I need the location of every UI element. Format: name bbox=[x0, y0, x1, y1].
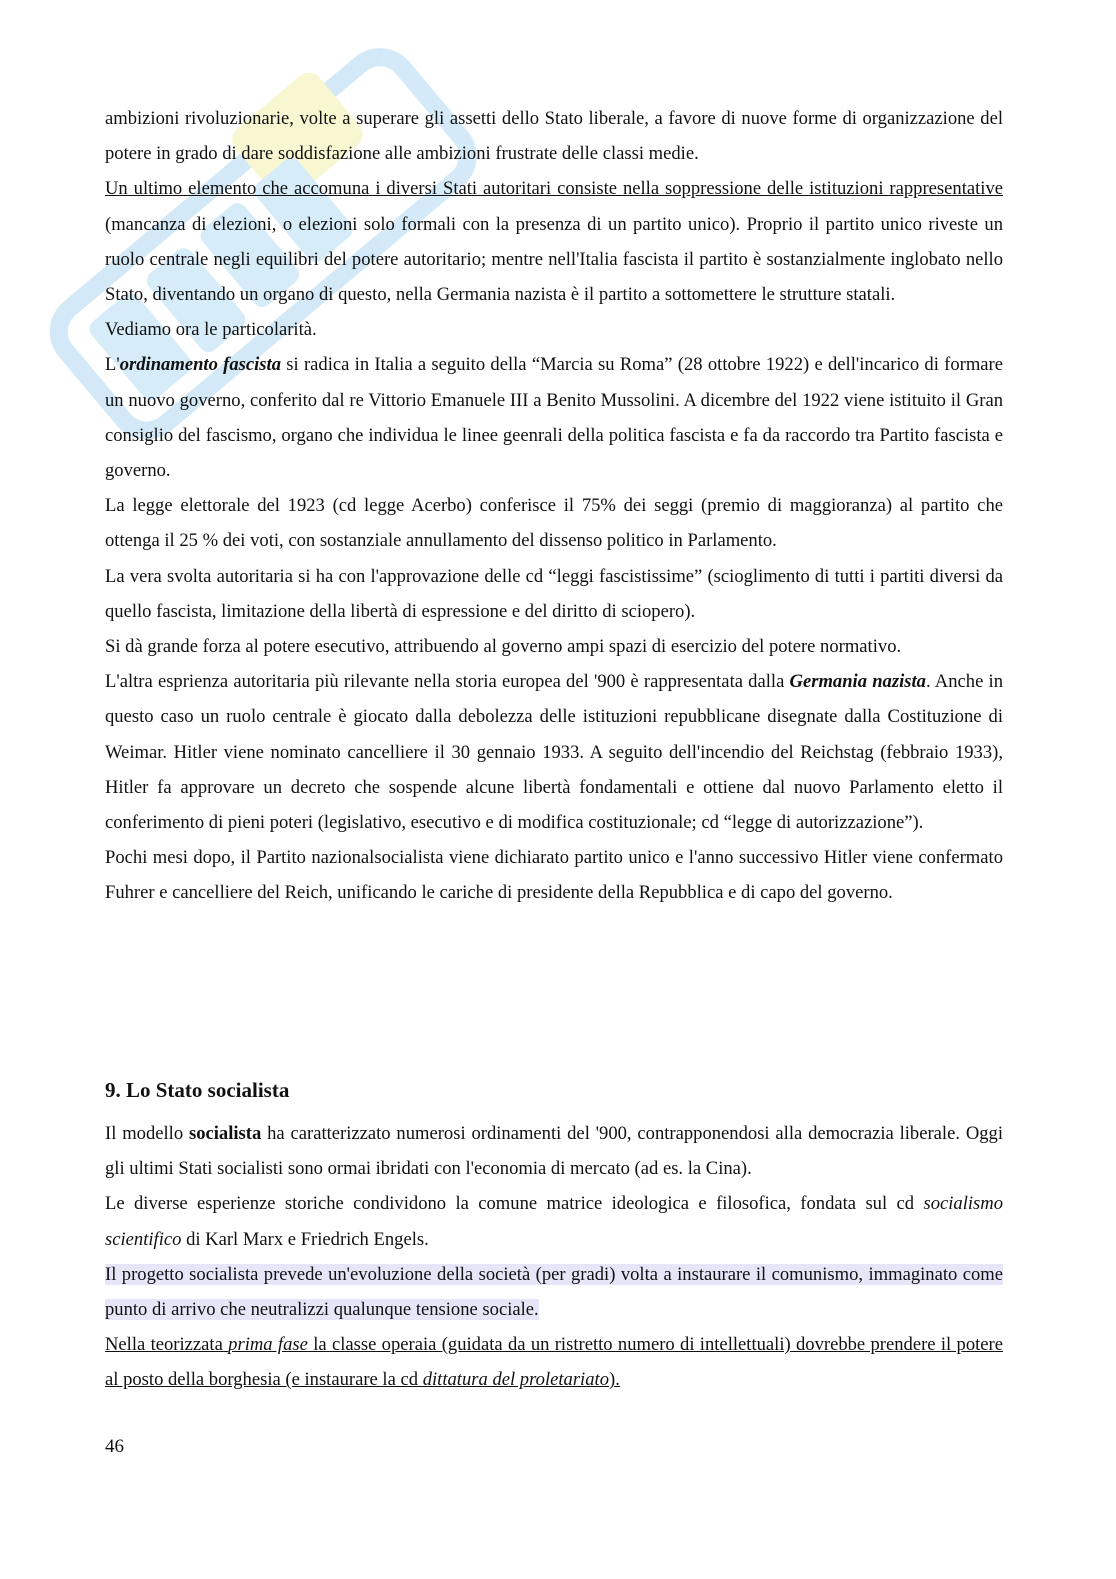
text-run: prima fase bbox=[228, 1334, 308, 1356]
section-socialista bbox=[105, 1116, 1003, 1398]
text-run: Un ultimo elemento che accomuna i diversi Stati autoritari consiste nella soppressione delle istituzioni rappresentative bbox=[105, 178, 1003, 200]
text-run: Il modello bbox=[105, 1123, 189, 1144]
paragraph bbox=[105, 1257, 1003, 1327]
section-autoritari bbox=[105, 101, 1003, 911]
text-run: socialismo scientifico bbox=[105, 1193, 1003, 1250]
text-run: ha caratterizzato numerosi ordinamenti del '900, contrapponendosi alla democrazia liberale. Oggi gli ultimi Stati socialisti sono ormai ibridati con l'economia di mercato (ad es. la Cina). bbox=[105, 1123, 1004, 1180]
paragraph bbox=[105, 1327, 1003, 1397]
paragraph bbox=[105, 171, 1003, 312]
paragraph bbox=[105, 1116, 1003, 1186]
text-run: Nella teorizzata bbox=[105, 1334, 229, 1356]
paragraph bbox=[105, 347, 1003, 488]
text-run: Germania nazista bbox=[789, 671, 926, 693]
paragraph bbox=[105, 840, 1003, 910]
text-run: Si dà grande forza al potere esecutivo, attribuendo al governo ampi spazi di esercizio del potere normativo. bbox=[105, 636, 902, 658]
paragraph bbox=[105, 101, 1003, 171]
paragraph bbox=[105, 1186, 1003, 1256]
text-run: La legge elettorale del 1923 (cd legge Acerbo) conferisce il 75% dei seggi (premio di maggioranza) al partito che ottenga il 25 % dei voti, con sostanziale annullamento del dissenso politico in Parlamento. bbox=[105, 495, 1003, 552]
text-run: dittatura del proletariato bbox=[422, 1369, 609, 1391]
paragraph bbox=[105, 559, 1003, 629]
text-run: Pochi mesi dopo, il Partito nazionalsocialista viene dichiarato partito unico e l'anno successivo Hitler viene confermato Fuhrer e cancelliere del Reich, unificando le cariche di presidente della Repubblica e di capo del governo. bbox=[105, 847, 1003, 904]
text-run: socialista bbox=[188, 1123, 262, 1144]
paragraph bbox=[105, 488, 1003, 558]
text-run: ). bbox=[609, 1369, 620, 1391]
text-run: L' bbox=[105, 354, 120, 376]
page-number: 46 bbox=[105, 1436, 124, 1457]
text-run: di Karl Marx e Friedrich Engels. bbox=[181, 1228, 429, 1250]
text-run: L'altra esprienza autoritaria più rilevante nella storia europea del '900 è rappresentata dalla bbox=[105, 671, 790, 693]
text-run: Il progetto socialista prevede un'evoluzione della società (per gradi) volta a instaurare il comunismo, immaginato come punto di arrivo che neutralizzi qualunque tensione sociale. bbox=[105, 1263, 1003, 1321]
paragraph bbox=[105, 312, 1003, 347]
text-run: La vera svolta autoritaria si ha con l'approvazione delle cd “leggi fascistissime” (scioglimento di tutti i partiti diversi da quello fascista, limitazione della libertà di espressione e del diritto di sciopero). bbox=[105, 565, 1003, 622]
text-run: si radica in Italia a seguito della “Marcia su Roma” (28 ottobre 1922) e dell'incarico di formare un nuovo governo, conferito dal re Vittorio Emanuele III a Benito Mussolini. A dicembre del 1922 viene istituito il Gran consiglio del fascismo, organo che individua le linee geenrali della politica fascista e fa da raccordo tra Partito fascista e governo. bbox=[105, 354, 1003, 482]
text-run: Le diverse esperienze storiche condividono la comune matrice ideologica e filosofica, fondata sul cd bbox=[105, 1193, 924, 1215]
text-run: ambizioni rivoluzionarie, volte a superare gli assetti dello Stato liberale, a favore di nuove forme di organizzazione del potere in grado di dare soddisfazione alle ambizioni frustrate delle classi medie. bbox=[105, 108, 1003, 165]
text-run: la classe operaia (guidata da un ristretto numero di intellettuali) dovrebbe prendere il potere al posto della borghesia (e instaurare la cd bbox=[105, 1334, 1003, 1391]
text-run: ordinamento fascista bbox=[119, 354, 281, 376]
text-run: . Anche in questo caso un ruolo centrale è giocato dalla debolezza delle istituzioni repubblicane disegnate dalla Costituzione di Weimar. Hitler viene nominato cancelliere il 30 gennaio 1933. A seguito dell'incendio del Reichstag (febbraio 1933), Hitler fa approvare un decreto che sospende alcune libertà fondamentali e ottiene dal nuovo Parlamento eletto il conferimento di pieni poteri (legislativo, esecutivo e di modifica costituzionale; cd “legge di autorizzazione”). bbox=[105, 671, 1003, 834]
text-run: Vediamo ora le particolarità. bbox=[105, 319, 317, 341]
paragraph bbox=[105, 629, 1003, 664]
text-run: (mancanza di elezioni, o elezioni solo formali con la presenza di un partito unico). Proprio il partito unico riveste un ruolo centrale negli equilibri del potere autoritario; mentre nell'Italia fascista il partito è sostanzialmente inglobato nello Stato, diventando un organo di questo, nella Germania nazista è il partito a sottomettere le strutture statali. bbox=[105, 213, 1003, 306]
section-heading: 9. Lo Stato socialista bbox=[105, 1078, 290, 1102]
paragraph bbox=[105, 664, 1003, 840]
